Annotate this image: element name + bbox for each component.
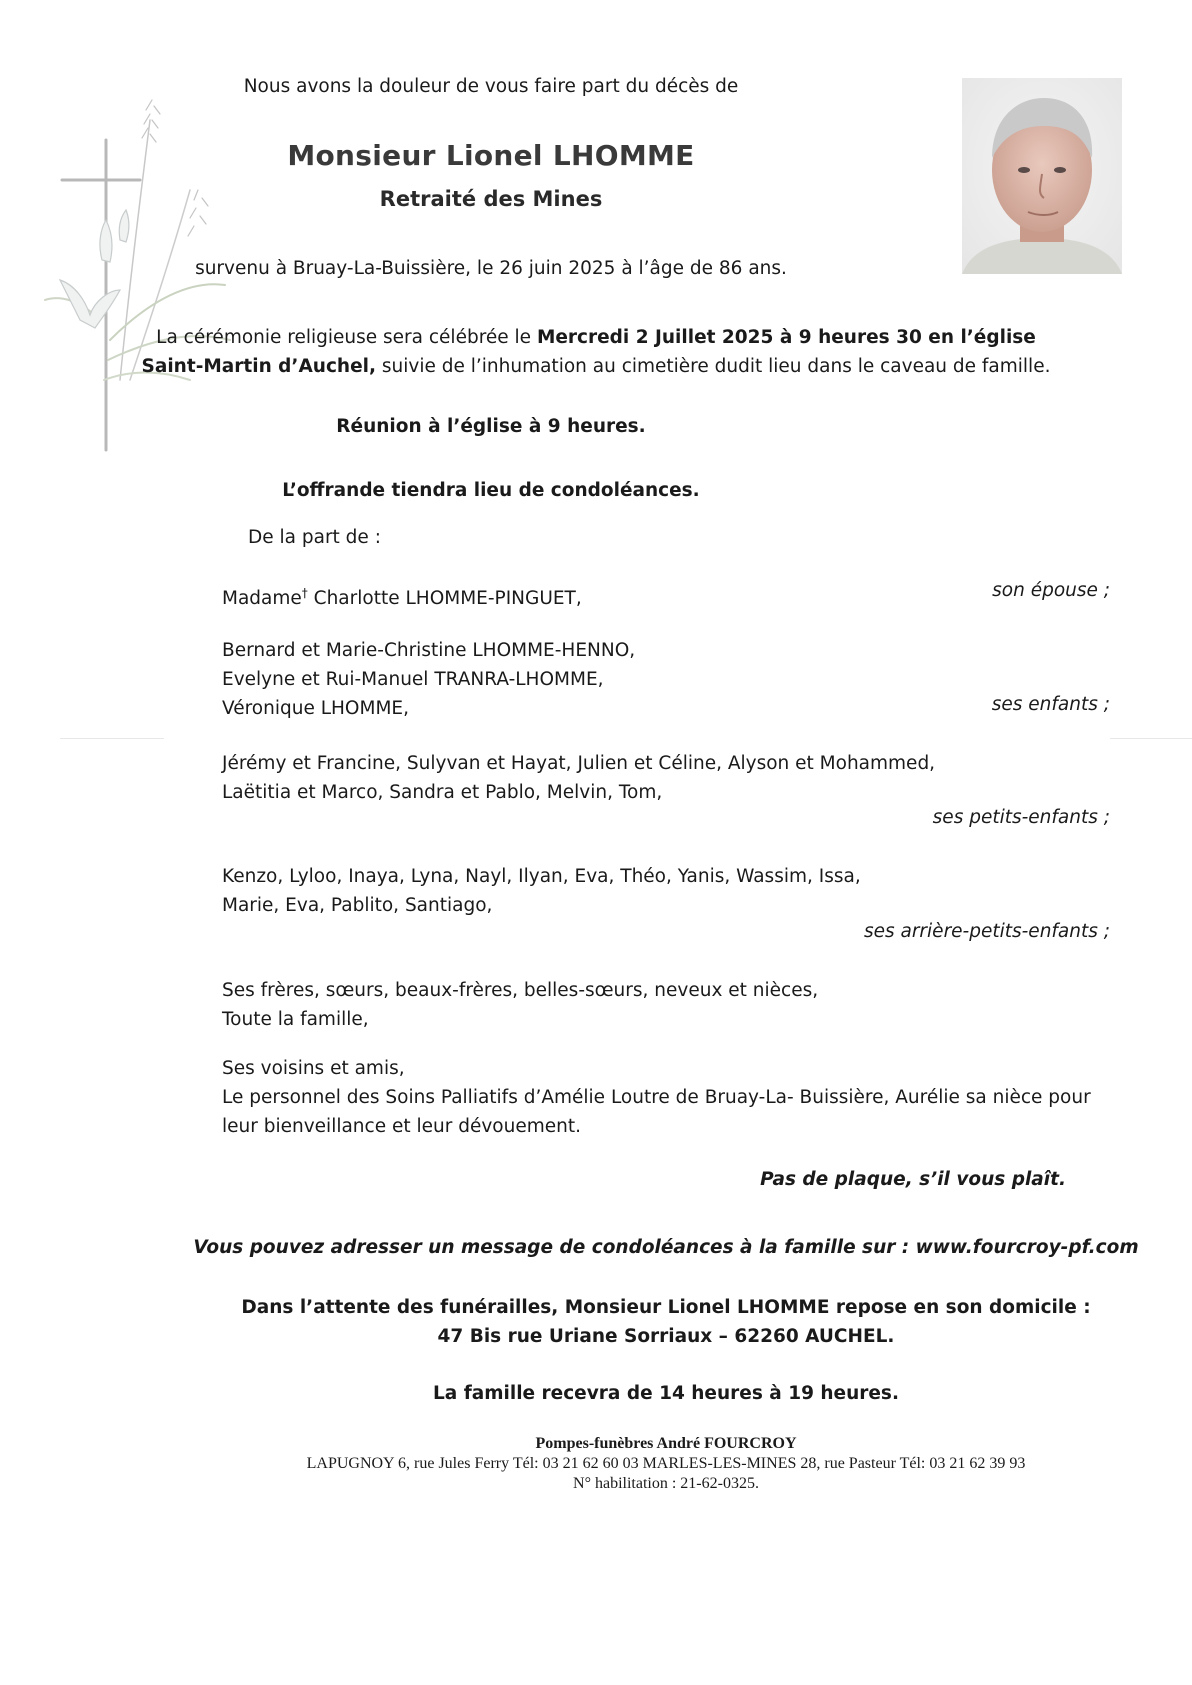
relatives-list: Ses frères, sœurs, beaux-frères, belles-sœurs, neveux et nièces, Toute la famille, xyxy=(222,980,819,1030)
portrait-photo xyxy=(962,78,1122,274)
left-divider xyxy=(60,738,164,739)
funeral-home-footer xyxy=(70,1434,1192,1494)
offering-note: L’offrande tiendra lieu de condoléances. xyxy=(282,480,700,501)
meeting-time: Réunion à l’église à 9 heures. xyxy=(336,416,646,437)
deceased-title: Retraité des Mines xyxy=(379,187,603,211)
grandchildren-list: Jérémy et Francine, Sulyvan et Hayat, Julien et Céline, Alyson et Mohammed, Laëtitia et Marco, Sandra et Pablo, Melvin, Tom, xyxy=(222,753,936,803)
visiting-hours: La famille recevra de 14 heures à 19 heures. xyxy=(433,1383,899,1404)
ceremony-line-1: La cérémonie religieuse sera célébrée le Mercredi 2 Juillet 2025 à 9 heures 30 en l’église xyxy=(156,327,1036,348)
ceremony-line-2: Saint-Martin d’Auchel, suivie de l’inhumation au cimetière dudit lieu dans le caveau de famille. xyxy=(141,356,1051,377)
children-role: ses enfants ; xyxy=(991,694,1110,715)
children-list: Bernard et Marie-Christine LHOMME-HENNO, Evelyne et Rui-Manuel TRANRA-LHOMME, Véronique LHOMME, xyxy=(222,640,636,719)
death-details: survenu à Bruay-La-Buissière, le 26 juin 2025 à l’âge de 86 ans. xyxy=(195,258,787,279)
spouse-line: Madame† Charlotte LHOMME-PINGUET, xyxy=(222,586,582,610)
funeral-home-addresses: LAPUGNOY 6, rue Jules Ferry Tél: 03 21 62 60 03 MARLES-LES-MINES 28, rue Pasteur Tél: 03 21 62 39 93 xyxy=(306,1455,1026,1472)
funeral-home-name: Pompes-funèbres André FOURCROY xyxy=(535,1435,797,1452)
intro-text: Nous avons la douleur de vous faire part du décès de xyxy=(243,76,739,97)
spouse-role: son épouse ; xyxy=(992,580,1110,601)
deceased-name: Monsieur Lionel LHOMME xyxy=(287,139,695,172)
friends-list: Ses voisins et amis, Le personnel des Soins Palliatifs d’Amélie Loutre de Bruay-La- Buissière, Aurélie sa nièce pour leur bienveillance et leur dévouement. xyxy=(222,1058,1091,1137)
ceremony-details xyxy=(0,323,1192,381)
right-divider xyxy=(1110,738,1192,739)
grandchildren-role: ses petits-enfants ; xyxy=(932,807,1110,828)
funeral-home-license: N° habilitation : 21-62-0325. xyxy=(573,1475,759,1492)
great-grandchildren-role: ses arrière-petits-enfants ; xyxy=(863,921,1110,942)
no-plaque-note: Pas de plaque, s’il vous plaît. xyxy=(760,1169,1066,1190)
great-grandchildren-list: Kenzo, Lyloo, Inaya, Lyna, Nayl, Ilyan, Eva, Théo, Yanis, Wassim, Issa, Marie, Eva, Pablito, Santiago, xyxy=(222,866,861,916)
rest-place: Dans l’attente des funérailles, Monsieur Lionel LHOMME repose en son domicile : 47 Bis rue Uriane Sorriaux – 62260 AUCHEL. xyxy=(241,1297,1091,1347)
from-label: De la part de : xyxy=(248,527,381,548)
condolences-note: Vous pouvez adresser un message de condoléances à la famille sur : www.fourcroy-pf.com xyxy=(193,1237,1139,1258)
